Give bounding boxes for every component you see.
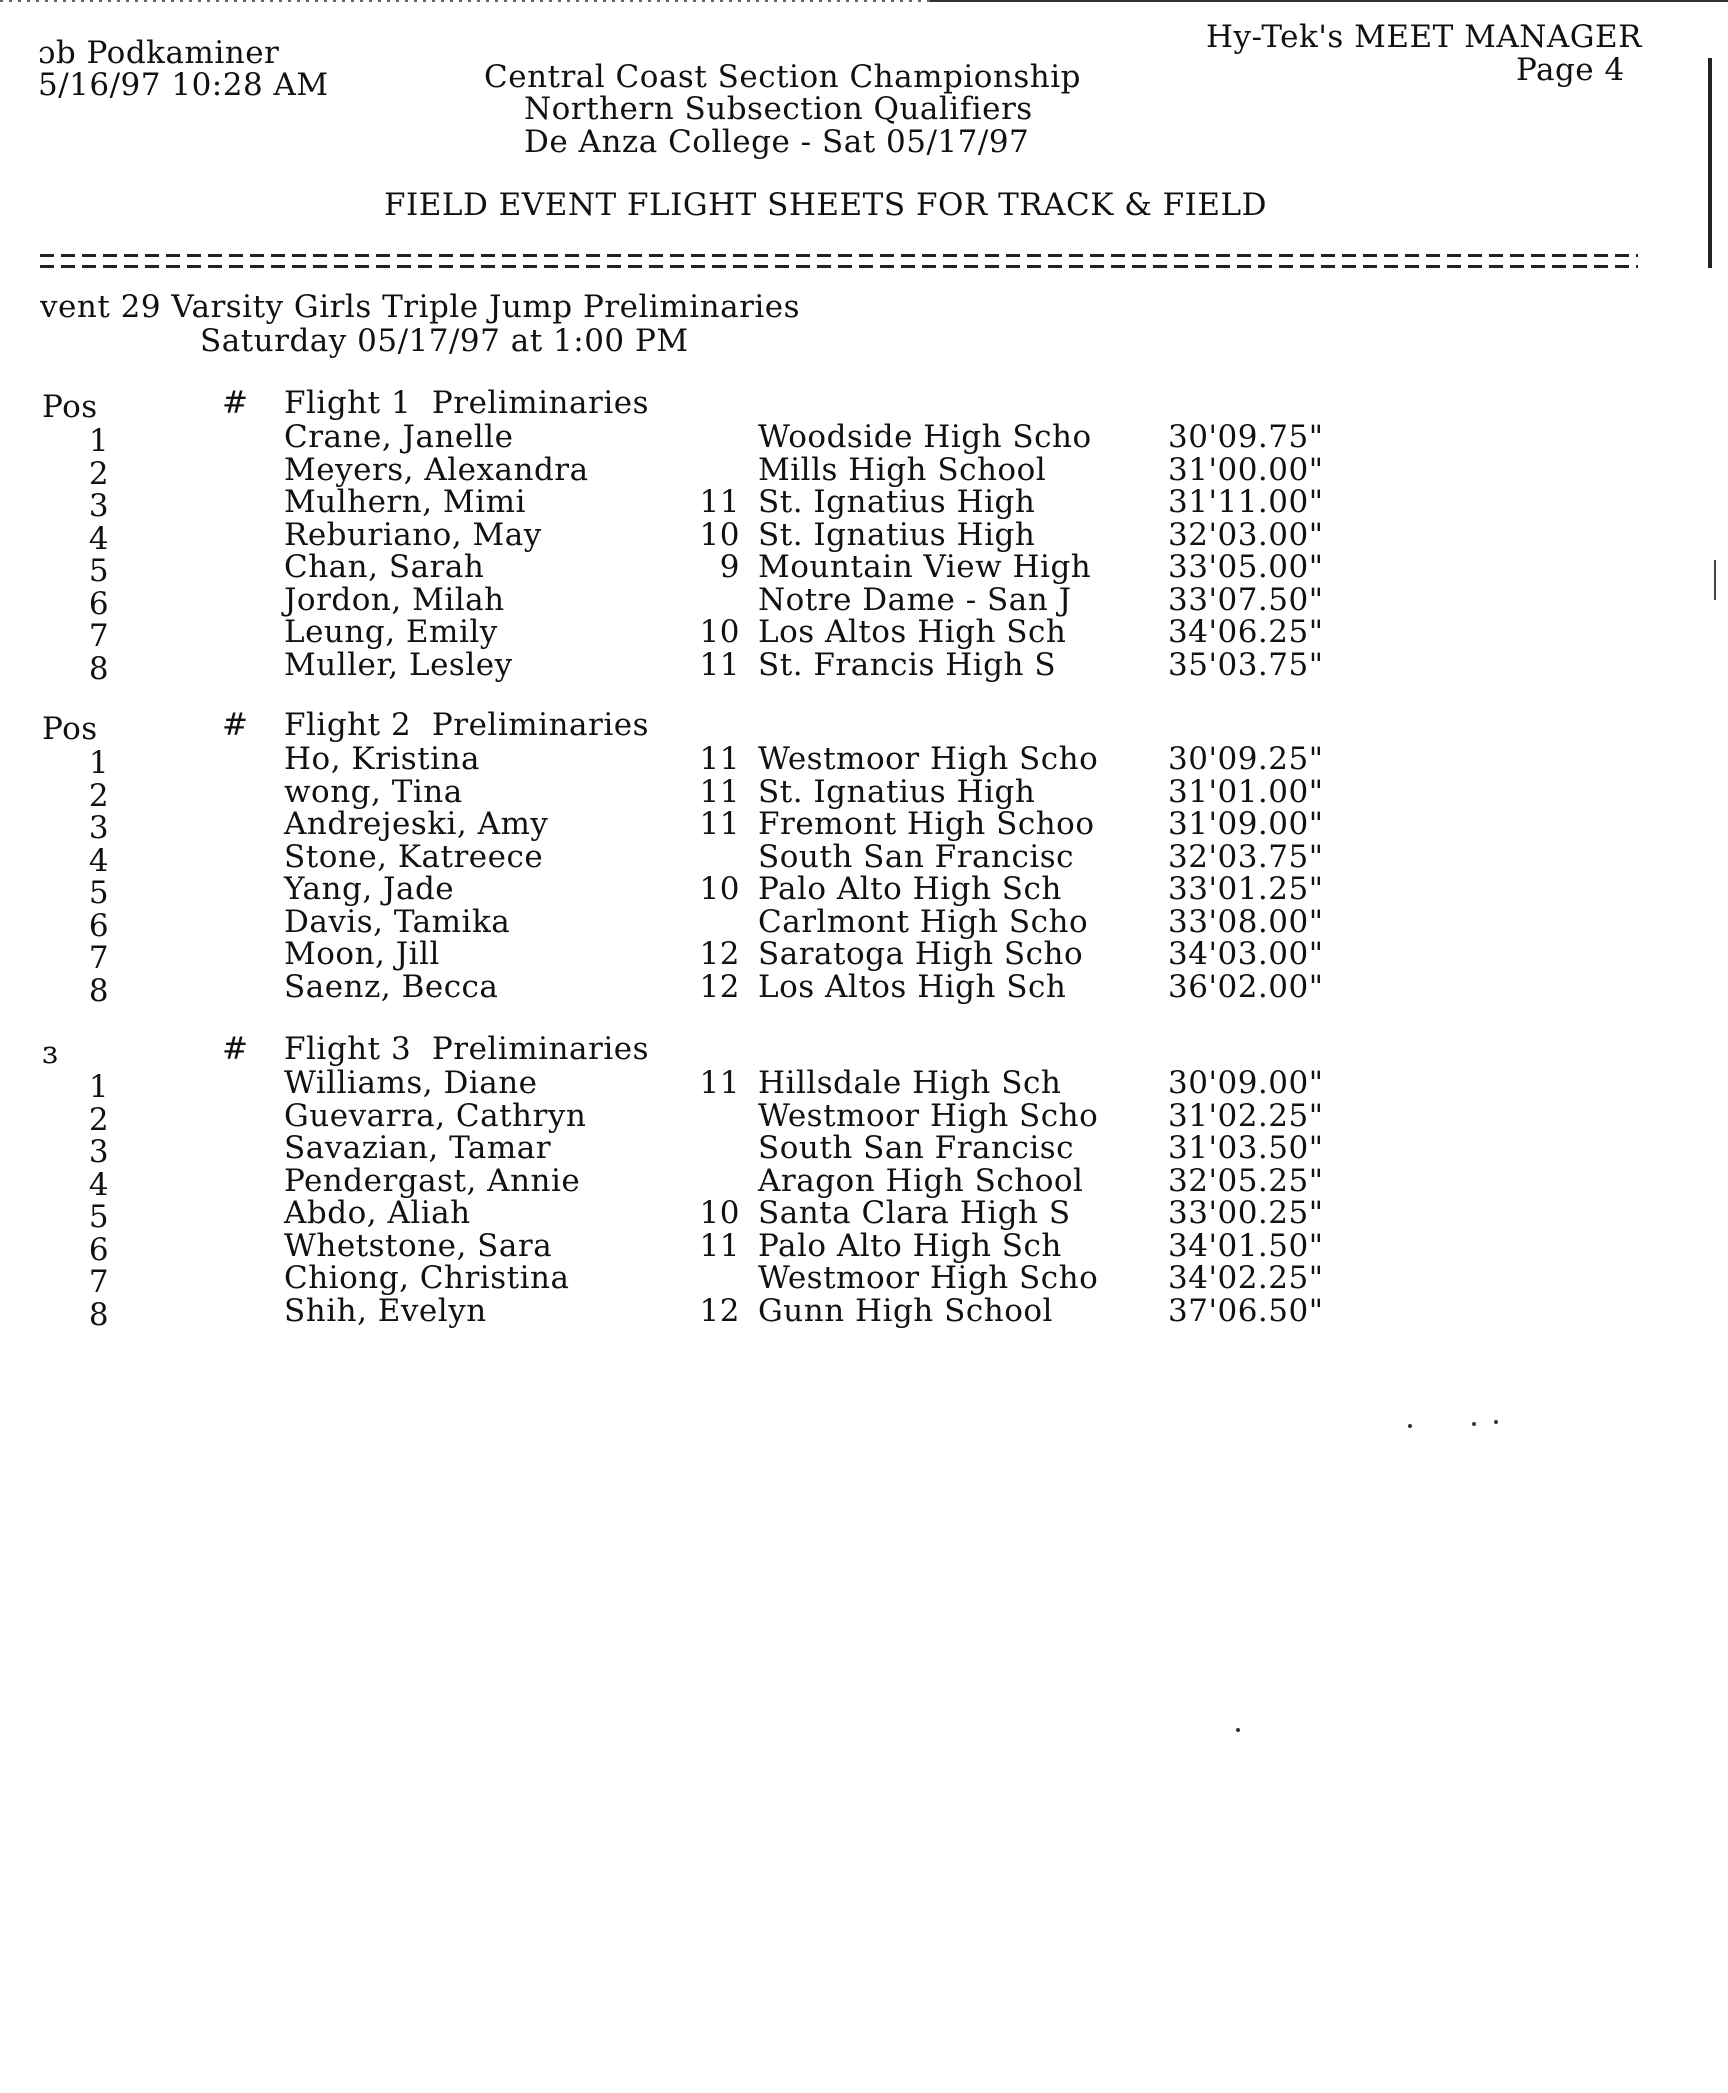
- school-name: Los Altos High Sch: [758, 968, 1067, 1005]
- seed-mark: 31'02.25": [1168, 1097, 1324, 1134]
- school-name: St. Ignatius High: [758, 773, 1036, 810]
- flight-pos-header: Pos: [42, 389, 98, 425]
- athlete-grade: 10: [699, 614, 740, 650]
- athlete-name: Davis, Tamika: [284, 903, 511, 940]
- row-position: 1: [88, 1069, 110, 1105]
- athlete-name: Yang, Jade: [284, 871, 455, 907]
- top-edge-dots: [0, 0, 930, 2]
- flight-title: Flight 1 Preliminaries: [284, 385, 649, 421]
- school-name: Woodside High Scho: [758, 419, 1092, 455]
- athlete-name: Stone, Katreece: [284, 838, 544, 875]
- flight-num-header: #: [222, 1031, 249, 1067]
- print-timestamp: 5/16/97 10:28 AM: [38, 67, 329, 103]
- row-position: 4: [88, 1166, 110, 1203]
- school-name: Fremont High Schoo: [758, 806, 1095, 842]
- school-name: Hillsdale High Sch: [758, 1065, 1062, 1101]
- row-position: 5: [88, 553, 110, 589]
- row-position: 3: [88, 810, 110, 846]
- flight-num-header: #: [222, 707, 249, 743]
- seed-mark: 34'06.25": [1168, 614, 1324, 650]
- athlete-name: Jordon, Milah: [284, 581, 505, 618]
- row-position: 2: [88, 1101, 110, 1138]
- seed-mark: 36'02.00": [1168, 968, 1324, 1005]
- row-position: 5: [88, 875, 110, 911]
- flight-num-header: #: [222, 385, 249, 421]
- row-position: 4: [88, 520, 110, 557]
- athlete-grade: 11: [699, 646, 740, 683]
- flight-pos-header: Pos: [42, 711, 98, 747]
- athlete-name: Shih, Evelyn: [284, 1292, 487, 1329]
- school-name: South San Francisc: [758, 838, 1075, 875]
- athlete-name: Muller, Lesley: [284, 646, 513, 683]
- seed-mark: 31'01.00": [1168, 773, 1324, 810]
- athlete-name: Abdo, Aliah: [284, 1195, 471, 1231]
- seed-mark: 34'01.50": [1168, 1227, 1324, 1264]
- athlete-grade: 11: [699, 484, 740, 520]
- page-number: Page 4: [1516, 52, 1625, 88]
- seed-mark: 34'03.00": [1168, 936, 1324, 972]
- school-name: Notre Dame - San J: [758, 581, 1072, 618]
- school-name: Gunn High School: [758, 1292, 1053, 1329]
- row-position: 6: [88, 907, 110, 944]
- athlete-grade: 9: [719, 549, 740, 585]
- seed-mark: 35'03.75": [1168, 646, 1324, 683]
- flight-pos-header: ɜ: [42, 1035, 59, 1071]
- row-position: 8: [88, 972, 110, 1009]
- seed-mark: 32'05.25": [1168, 1162, 1324, 1199]
- school-name: Mountain View High: [758, 549, 1092, 585]
- athlete-grade: 11: [699, 1227, 740, 1264]
- athlete-grade: 10: [699, 871, 740, 907]
- event-session: Saturday 05/17/97 at 1:00 PM: [200, 323, 689, 359]
- scan-edge-mark: [1714, 560, 1716, 600]
- sheet-title: FIELD EVENT FLIGHT SHEETS FOR TRACK & FIELD: [384, 187, 1267, 223]
- meet-venue-date: De Anza College - Sat 05/17/97: [524, 124, 1030, 160]
- seed-mark: 32'03.00": [1168, 516, 1324, 553]
- seed-mark: 32'03.75": [1168, 838, 1324, 875]
- school-name: Westmoor High Scho: [758, 1097, 1099, 1134]
- seed-mark: 31'11.00": [1168, 484, 1324, 520]
- seed-mark: 37'06.50": [1168, 1292, 1324, 1329]
- school-name: Palo Alto High Sch: [758, 871, 1062, 907]
- row-position: 4: [88, 842, 110, 879]
- school-name: St. Ignatius High: [758, 516, 1036, 553]
- row-position: 2: [88, 455, 110, 492]
- row-position: 3: [88, 1134, 110, 1170]
- row-position: 7: [88, 940, 110, 976]
- athlete-grade: 10: [699, 516, 740, 553]
- row-position: 7: [88, 1264, 110, 1300]
- seed-mark: 31'00.00": [1168, 451, 1324, 488]
- athlete-grade: 10: [699, 1195, 740, 1231]
- author-name: ɔb Podkaminer: [38, 35, 280, 71]
- athlete-name: Andrejeski, Amy: [284, 806, 549, 842]
- athlete-name: Pendergast, Annie: [284, 1162, 581, 1199]
- school-name: Palo Alto High Sch: [758, 1227, 1062, 1264]
- meet-subtitle: Northern Subsection Qualifiers: [524, 91, 1033, 127]
- athlete-grade: 11: [699, 741, 740, 777]
- school-name: Carlmont High Scho: [758, 903, 1089, 940]
- scan-speck: [1472, 1422, 1476, 1426]
- row-position: 1: [88, 423, 110, 459]
- athlete-name: Reburiano, May: [284, 516, 542, 553]
- athlete-name: Chiong, Christina: [284, 1260, 570, 1296]
- athlete-grade: 11: [699, 773, 740, 810]
- athlete-name: Williams, Diane: [284, 1065, 538, 1101]
- seed-mark: 33'08.00": [1168, 903, 1324, 940]
- school-name: Westmoor High Scho: [758, 741, 1099, 777]
- athlete-name: Moon, Jill: [284, 936, 440, 972]
- seed-mark: 31'03.50": [1168, 1130, 1324, 1166]
- row-position: 8: [88, 1296, 110, 1333]
- row-position: 2: [88, 777, 110, 814]
- seed-mark: 30'09.75": [1168, 419, 1324, 455]
- school-name: Aragon High School: [758, 1162, 1084, 1199]
- seed-mark: 30'09.00": [1168, 1065, 1324, 1101]
- athlete-name: Saenz, Becca: [284, 968, 499, 1005]
- athlete-name: Savazian, Tamar: [284, 1130, 552, 1166]
- seed-mark: 34'02.25": [1168, 1260, 1324, 1296]
- school-name: St. Ignatius High: [758, 484, 1036, 520]
- row-position: 6: [88, 585, 110, 622]
- scan-edge-line: [1708, 58, 1712, 268]
- athlete-name: Leung, Emily: [284, 614, 498, 650]
- athlete-name: wong, Tina: [284, 773, 463, 810]
- flight-title: Flight 3 Preliminaries: [284, 1031, 649, 1067]
- school-name: Santa Clara High S: [758, 1195, 1071, 1231]
- school-name: South San Francisc: [758, 1130, 1075, 1166]
- seed-mark: 33'05.00": [1168, 549, 1324, 585]
- athlete-name: Mulhern, Mimi: [284, 484, 526, 520]
- seed-mark: 30'09.25": [1168, 741, 1324, 777]
- school-name: St. Francis High S: [758, 646, 1057, 683]
- row-position: 1: [88, 745, 110, 781]
- athlete-name: Guevarra, Cathryn: [284, 1097, 587, 1134]
- meet-title: Central Coast Section Championship: [484, 59, 1082, 95]
- school-name: Saratoga High Scho: [758, 936, 1084, 972]
- row-position: 5: [88, 1199, 110, 1235]
- school-name: Mills High School: [758, 451, 1047, 488]
- athlete-name: Ho, Kristina: [284, 741, 481, 777]
- software-name: Hy-Tek's MEET MANAGER: [1206, 19, 1643, 55]
- athlete-grade: 12: [699, 1292, 740, 1329]
- athlete-grade: 12: [699, 968, 740, 1005]
- flight-title: Flight 2 Preliminaries: [284, 707, 649, 743]
- scan-speck: [1408, 1424, 1412, 1428]
- row-position: 8: [88, 650, 110, 687]
- seed-mark: 33'07.50": [1168, 581, 1324, 618]
- athlete-grade: 12: [699, 936, 740, 972]
- row-position: 6: [88, 1231, 110, 1268]
- row-position: 3: [88, 488, 110, 524]
- athlete-name: Crane, Janelle: [284, 419, 514, 455]
- athlete-grade: 11: [699, 806, 740, 842]
- top-edge-rule: [930, 0, 1728, 2]
- seed-mark: 33'00.25": [1168, 1195, 1324, 1231]
- athlete-grade: 11: [699, 1065, 740, 1101]
- scan-speck: [1494, 1420, 1498, 1424]
- scan-speck: [1236, 1728, 1240, 1732]
- separator-rule: [40, 254, 1638, 268]
- athlete-name: Whetstone, Sara: [284, 1227, 553, 1264]
- seed-mark: 31'09.00": [1168, 806, 1324, 842]
- athlete-name: Meyers, Alexandra: [284, 451, 589, 488]
- school-name: Westmoor High Scho: [758, 1260, 1099, 1296]
- school-name: Los Altos High Sch: [758, 614, 1067, 650]
- row-position: 7: [88, 618, 110, 654]
- athlete-name: Chan, Sarah: [284, 549, 485, 585]
- seed-mark: 33'01.25": [1168, 871, 1324, 907]
- event-title: vent 29 Varsity Girls Triple Jump Preliminaries: [40, 289, 801, 325]
